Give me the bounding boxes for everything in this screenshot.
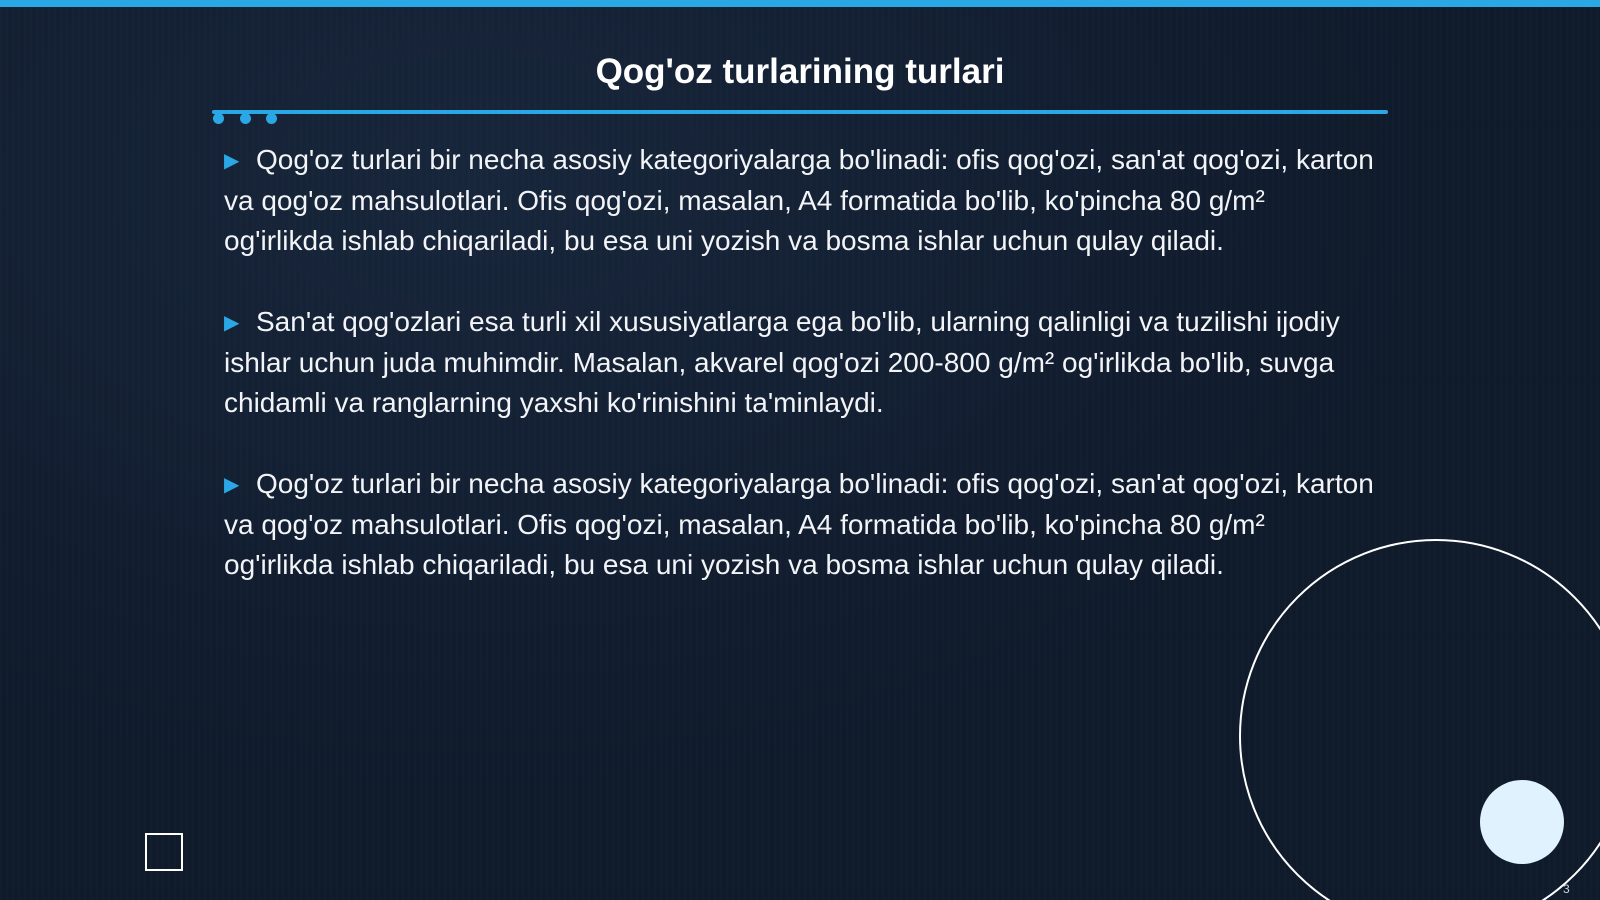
bullet-paragraph-1 bbox=[224, 140, 1374, 261]
page-number: 3 bbox=[1563, 882, 1570, 896]
decor-square bbox=[145, 833, 183, 871]
bullet-paragraph-3 bbox=[224, 464, 1374, 585]
bullet-paragraph-2 bbox=[224, 302, 1374, 423]
decor-dot bbox=[213, 113, 224, 124]
top-accent-bar bbox=[0, 0, 1600, 7]
bullet-list bbox=[224, 140, 1374, 626]
slide-title: Qog'oz turlarining turlari bbox=[595, 52, 1005, 91]
triangle-right-icon: ▶ bbox=[224, 150, 240, 172]
paragraph-text: Qog'oz turlari bir necha asosiy kategoriyalarga bo'linadi: ofis qog'ozi, san'at qog'ozi, karton va qog'oz mahsulotlari. Ofis qog'ozi, masalan, A4 formatida bo'lib, ko'pincha 80 g/m² og'irlikda ishlab chiqariladi, bu esa uni yozish va bosma ishlar uchun qulay qiladi. bbox=[224, 468, 1374, 580]
title-underline bbox=[212, 110, 1388, 114]
paragraph-text: San'at qog'ozlari esa turli xil xususiyatlarga ega bo'lib, ularning qalinligi va tuzilishi ijodiy ishlar uchun juda muhimdir. Masalan, akvarel qog'ozi 200-800 g/m² og'irlikda bo'lib, suvga chidamli va ranglarning yaxshi ko'rinishini ta'minlaydi. bbox=[224, 306, 1340, 418]
paragraph-text: Qog'oz turlari bir necha asosiy kategoriyalarga bo'linadi: ofis qog'ozi, san'at qog'ozi, karton va qog'oz mahsulotlari. Ofis qog'ozi, masalan, A4 formatida bo'lib, ko'pincha 80 g/m² og'irlikda ishlab chiqariladi, bu esa uni yozish va bosma ishlar uchun qulay qiladi. bbox=[224, 144, 1374, 256]
decor-filled-circle bbox=[1480, 780, 1564, 864]
triangle-right-icon: ▶ bbox=[224, 474, 240, 496]
decor-dot bbox=[240, 113, 251, 124]
decor-dot bbox=[266, 113, 277, 124]
triangle-right-icon: ▶ bbox=[224, 312, 240, 334]
